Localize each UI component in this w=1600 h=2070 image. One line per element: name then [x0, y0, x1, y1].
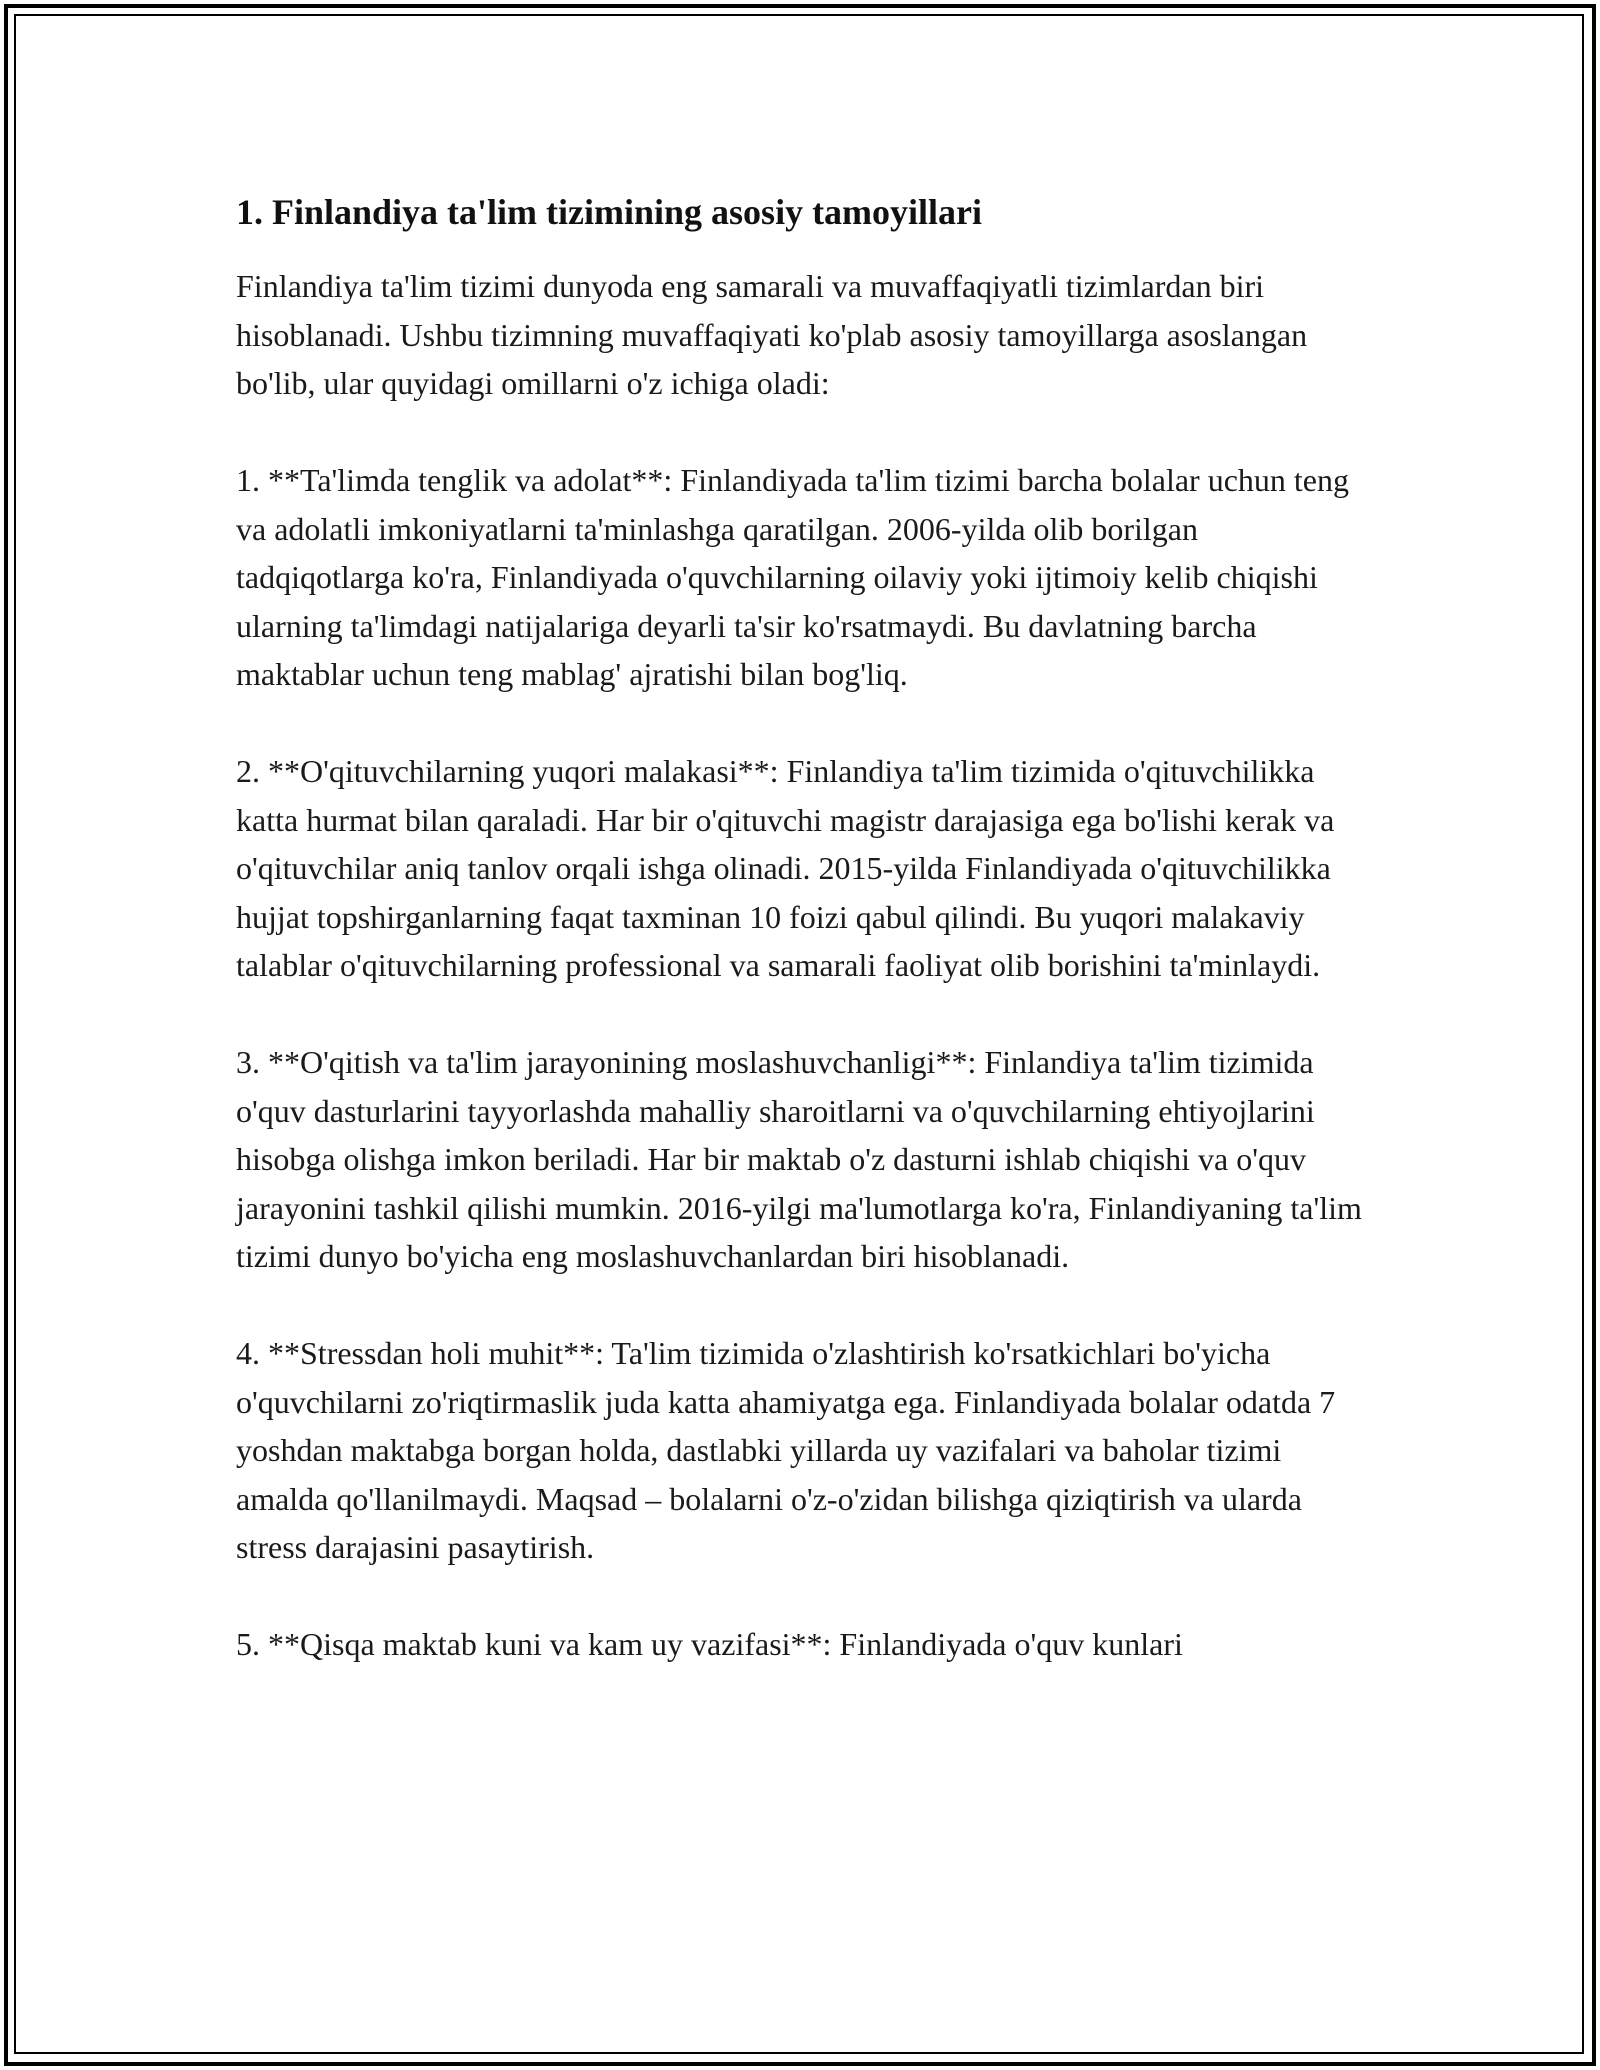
section-title: 1. Finlandiya ta'lim tizimining asosiy tamoyillari [236, 192, 983, 232]
document-body [236, 188, 1371, 1669]
intro-paragraph: Finlandiya ta'lim tizimi dunyoda eng samarali va muvaffaqiyatli tizimlardan biri hisoblanadi. Ushbu tizimning muvaffaqiyati ko'plab asosiy tamoyillarga asoslangan bo'lib, ular quyidagi omillarni o'z ichiga oladi: [236, 268, 1308, 401]
principle-equality-paragraph: 1. **Ta'limda tenglik va adolat**: Finlandiyada ta'lim tizimi barcha bolalar uchun teng va adolatli imkoniyatlarni ta'minlashga qaratilgan. 2006-yilda olib borilgan tadqiqotlarga ko'ra, Finlandiyada o'quvchilarning oilaviy yoki ijtimoiy kelib chiqishi ularning ta'limdagi natijalariga deyarli ta'sir ko'rsatmaydi. Bu davlatning barcha maktablar uchun teng mablag' ajratishi bilan bog'liq. [236, 462, 1349, 692]
principle-teachers-paragraph: 2. **O'qituvchilarning yuqori malakasi**: Finlandiya ta'lim tizimida o'qituvchilikka katta hurmat bilan qaraladi. Har bir o'qituvchi magistr darajasiga ega bo'lishi kerak va o'qituvchilar aniq tanlov orqali ishga olinadi. 2015-yilda Finlandiyada o'qituvchilikka hujjat topshirganlarning faqat taxminan 10 foizi qabul qilindi. Bu yuqori malakaviy talablar o'qituvchilarning professional va samarali faoliyat olib borishini ta'minlaydi. [236, 753, 1335, 983]
principle-stress-free-paragraph: 4. **Stressdan holi muhit**: Ta'lim tizimida o'zlashtirish ko'rsatkichlari bo'yicha o'quvchilarni zo'riqtirmaslik juda katta ahamiyatga ega. Finlandiyada bolalar odatda 7 yoshdan maktabga borgan holda, dastlabki yillarda uy vazifalari va baholar tizimi amalda qo'llanilmaydi. Maqsad – bolalarni o'z-o'zidan bilishga qiziqtirish va ularda stress darajasini pasaytirish. [236, 1335, 1336, 1565]
principle-short-day-paragraph: 5. **Qisqa maktab kuni va kam uy vazifasi**: Finlandiyada o'quv kunlari [236, 1626, 1183, 1662]
principle-flexibility-paragraph: 3. **O'qitish va ta'lim jarayonining moslashuvchanligi**: Finlandiya ta'lim tizimida o'quv dasturlarini tayyorlashda mahalliy sharoitlarni va o'quvchilarning ehtiyojlarini hisobga olishga imkon beriladi. Har bir maktab o'z dasturni ishlab chiqishi va o'quv jarayonini tashkil qilishi mumkin. 2016-yilgi ma'lumotlarga ko'ra, Finlandiyaning ta'lim tizimi dunyo bo'yicha eng moslashuvchanlardan biri hisoblanadi. [236, 1044, 1362, 1274]
